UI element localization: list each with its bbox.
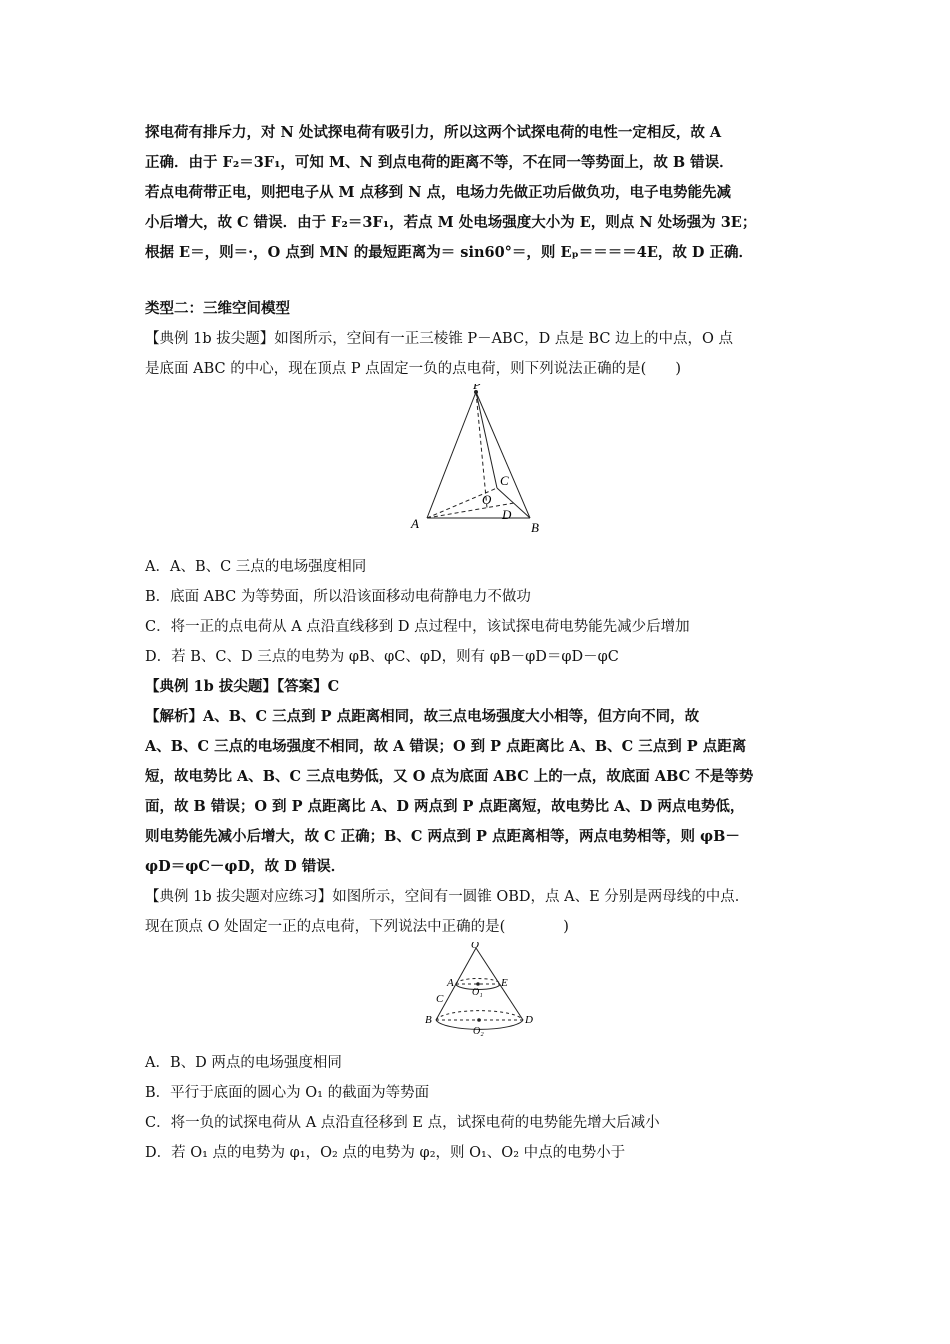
- label-b: B: [531, 520, 539, 535]
- point-o1: [476, 982, 480, 986]
- line-po: [476, 392, 487, 508]
- edge-pc: [476, 392, 497, 488]
- text-line: 面，故 B 错误；O 到 P 点距离比 A、D 两点到 P 点距离短，故电势比 A、D 两点电势低，: [145, 798, 745, 815]
- label-b: B: [425, 1014, 432, 1026]
- text-line: 【典例 1b 拔尖题对应练习】如图所示，空间有一圆锥 OBD，点 A、E 分别是两母线的中点．: [145, 889, 750, 905]
- text-line: 现在顶点 O 处固定一正的点电荷，下列说法中正确的是( ): [145, 919, 569, 935]
- label-a: A: [411, 516, 419, 531]
- option-a: A．A、B、C 三点的电场强度相同: [145, 559, 367, 575]
- text-line: φD＝φC－φD，故 D 错误．: [145, 858, 346, 875]
- label-c: C: [436, 993, 444, 1005]
- solution-tail: [145, 118, 813, 268]
- option-c: C．将一正的点电荷从 A 点沿直线移到 D 点过程中，该试探电荷电势能先减少后增加: [145, 619, 690, 635]
- option-c: C．将一负的试探电荷从 A 点沿直径移到 E 点，试探电荷的电势能先增大后减小: [145, 1115, 660, 1131]
- text-line: 正确．由于 F₂＝3F₁，可知 M、N 到点电荷的距离不等，不在同一等势面上，故 B 错误．: [145, 154, 734, 171]
- text-line: 【典例 1b 拔尖题】如图所示，空间有一正三棱锥 P－ABC，D 点是 BC 边上的中点，O 点: [145, 331, 734, 347]
- option-b: B．底面 ABC 为等势面，所以沿该面移动电荷静电力不做功: [145, 589, 531, 605]
- label-o2: O₂: [473, 1026, 484, 1037]
- practice-question: [145, 882, 813, 942]
- label-c: C: [500, 473, 509, 488]
- label-p: P: [473, 384, 481, 392]
- cone-diagram: [145, 942, 813, 1048]
- text-line: 短，故电势比 A、B、C 三点电势低，又 O 点为底面 ABC 上的一点，故底面 ABC 不是等势: [145, 768, 754, 785]
- label-d: D: [502, 507, 512, 522]
- text-line: 则电势能先减小后增大，故 C 正确；B、C 两点到 P 点距离相等，两点电势相等，则 φB－: [145, 828, 740, 845]
- cone-figure: [145, 942, 813, 1048]
- pyramid-figure: [145, 384, 813, 552]
- text-line: 是底面 ABC 的中心，现在顶点 P 点固定一负的点电荷，则下列说法正确的是( ): [145, 361, 681, 377]
- analysis: [145, 702, 813, 882]
- label-o: O: [471, 942, 479, 951]
- label-o: O: [482, 492, 492, 507]
- option-b: B．平行于底面的圆心为 O₁ 的截面为等势面: [145, 1085, 430, 1101]
- example-question: [145, 324, 813, 384]
- text-line: 探电荷有排斥力，对 N 处试探电荷有吸引力，所以这两个试探电荷的电性一定相反，故 A: [145, 124, 722, 141]
- answer-line: 【典例 1b 拔尖题】【答案】C: [145, 678, 340, 695]
- text-line: 小后增大，故 C 错误．由于 F₂＝3F₁，若点 M 处电场强度大小为 E，则点 N 处场强为 3E；: [145, 214, 757, 231]
- edge-pa: [427, 392, 476, 518]
- text-line: A、B、C 三点的电场强度不相同，故 A 错误；O 到 P 点距离比 A、B、C 三点到 P 点距离: [145, 738, 747, 755]
- option-a: A．B、D 两点的电场强度相同: [145, 1055, 342, 1071]
- section-title: 类型二：三维空间模型: [145, 300, 290, 317]
- label-e: E: [501, 977, 508, 989]
- option-d: D．若 O₁ 点的电势为 φ₁，O₂ 点的电势为 φ₂，则 O₁、O₂ 中点的电势小于: [145, 1145, 626, 1161]
- pyramid-diagram: [145, 384, 813, 552]
- text-line: 根据 E＝，则＝·，O 点到 MN 的最短距离为＝ sin60°＝，则 Eₚ＝＝＝＝4E，故 D 正确．: [145, 244, 754, 261]
- document-page: [145, 118, 813, 1168]
- label-o1: O₁: [472, 987, 483, 998]
- option-d: D．若 B、C、D 三点的电势为 φB、φC、φD，则有 φB－φD＝φD－φC: [145, 649, 619, 665]
- line-ad: [427, 503, 514, 518]
- practice-options: [145, 1048, 813, 1168]
- label-a: A: [447, 977, 454, 989]
- text-line: 若点电荷带正电，则把电子从 M 点移到 N 点，电场力先做正功后做负功，电子电势能先减: [145, 184, 731, 201]
- label-d: D: [525, 1014, 533, 1026]
- text-line: 【解析】A、B、C 三点到 P 点距离相同，故三点电场强度大小相等，但方向不同，故: [145, 708, 700, 725]
- point-o2: [477, 1018, 481, 1022]
- example-options: [145, 552, 813, 672]
